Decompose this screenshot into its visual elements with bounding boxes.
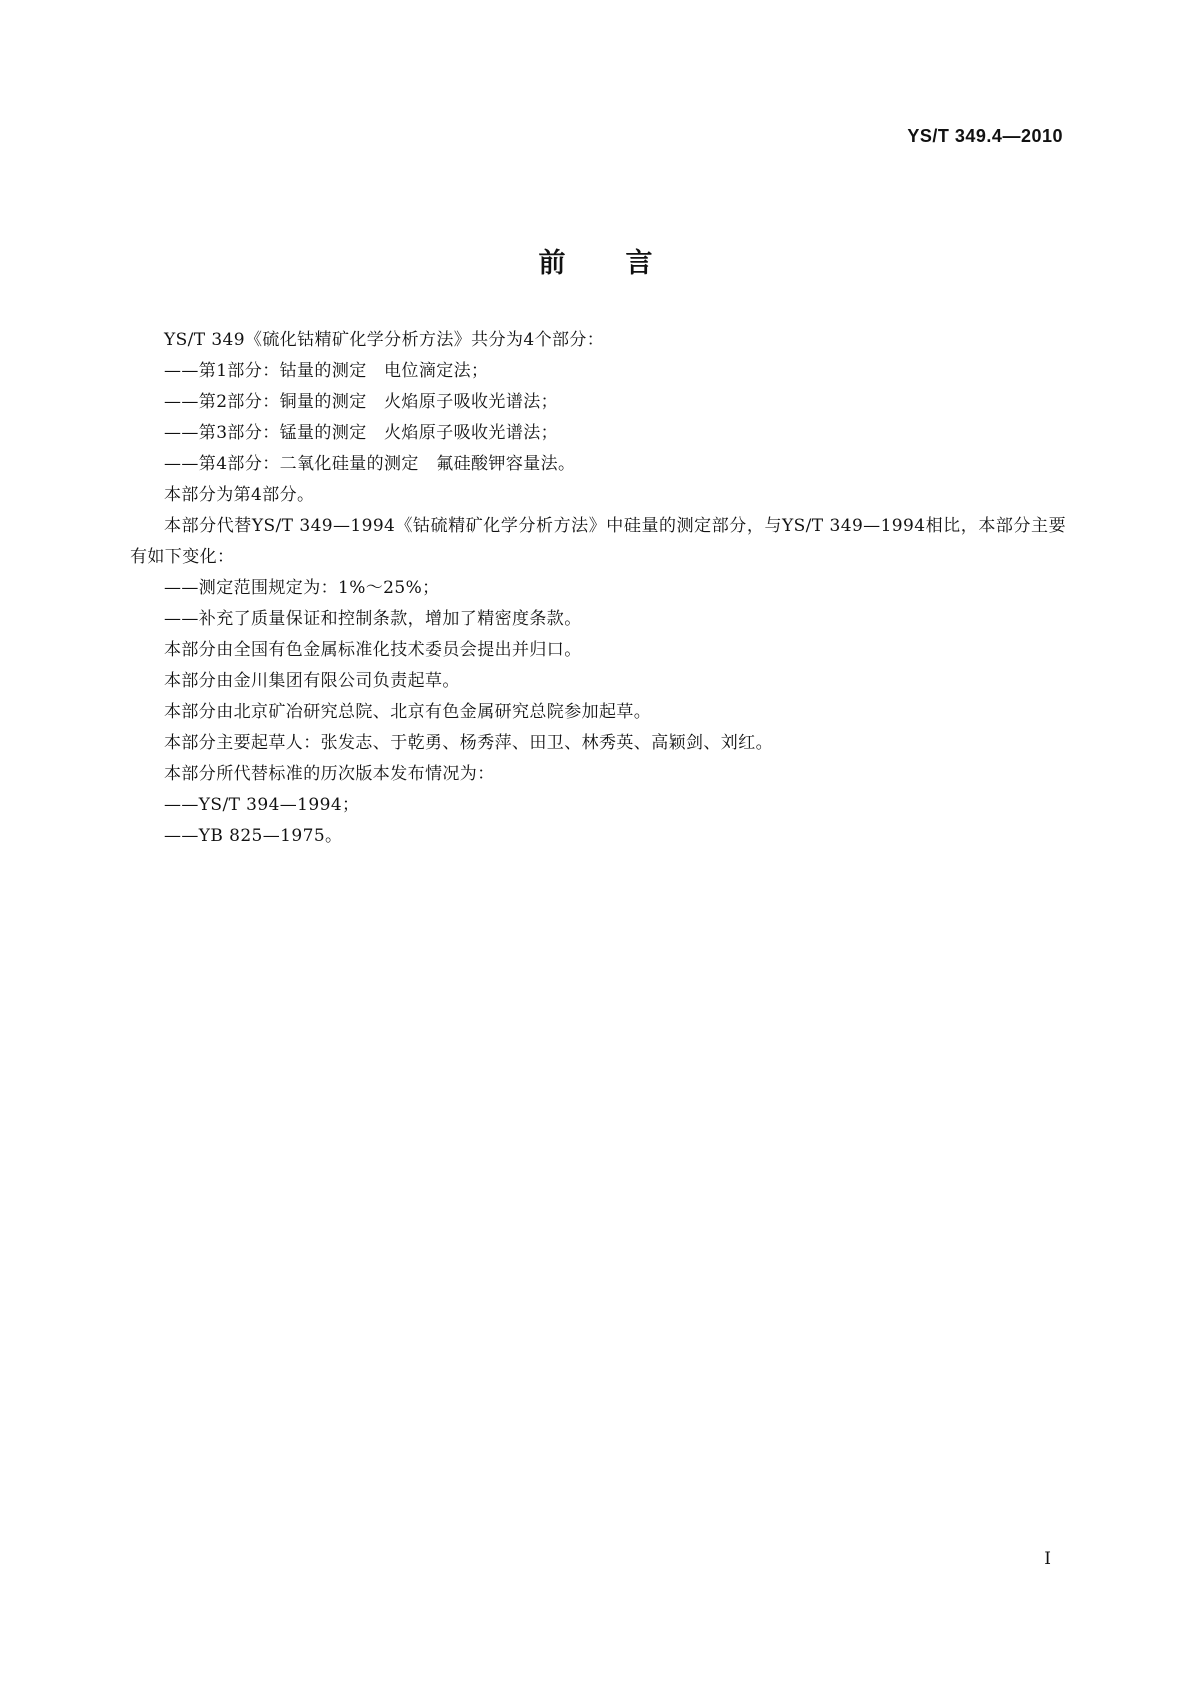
list-item: ——第2部分：铜量的测定 火焰原子吸收光谱法； bbox=[164, 392, 559, 412]
list-item: ——YS/T 394—1994； bbox=[164, 795, 360, 815]
list-item: ——补充了质量保证和控制条款，增加了精密度条款。 bbox=[164, 609, 582, 629]
list-item: ——第1部分：钴量的测定 电位滴定法； bbox=[164, 361, 489, 381]
page-number: I bbox=[1044, 1549, 1051, 1569]
paragraph: 本部分由全国有色金属标准化技术委员会提出并归口。 bbox=[164, 640, 582, 660]
paragraph: 本部分所代替标准的历次版本发布情况为： bbox=[164, 764, 495, 784]
paragraph: 本部分为第4部分。 bbox=[164, 485, 315, 505]
list-item: ——测定范围规定为：1%～25%； bbox=[164, 578, 440, 598]
list-item: ——第4部分：二氧化硅量的测定 氟硅酸钾容量法。 bbox=[164, 454, 576, 474]
intro-paragraph: YS/T 349《硫化钴精矿化学分析方法》共分为4个部分： bbox=[164, 330, 605, 350]
paragraph: 本部分由北京矿冶研究总院、北京有色金属研究总院参加起草。 bbox=[164, 702, 652, 722]
page-title: 前言 bbox=[538, 248, 713, 280]
list-item: ——YB 825—1975。 bbox=[164, 826, 343, 846]
paragraph: 本部分由金川集团有限公司负责起草。 bbox=[164, 671, 460, 691]
standard-code: YS/T 349.4—2010 bbox=[907, 126, 1063, 146]
list-item: ——第3部分：锰量的测定 火焰原子吸收光谱法； bbox=[164, 423, 559, 443]
document-body bbox=[130, 325, 1066, 852]
paragraph: 本部分代替YS/T 349—1994《钴硫精矿化学分析方法》中硅量的测定部分，与YS/T 349—1994相比，本部分主要有如下变化： bbox=[130, 516, 1066, 567]
paragraph: 本部分主要起草人：张发志、于乾勇、杨秀萍、田卫、林秀英、高颖剑、刘红。 bbox=[164, 733, 773, 753]
